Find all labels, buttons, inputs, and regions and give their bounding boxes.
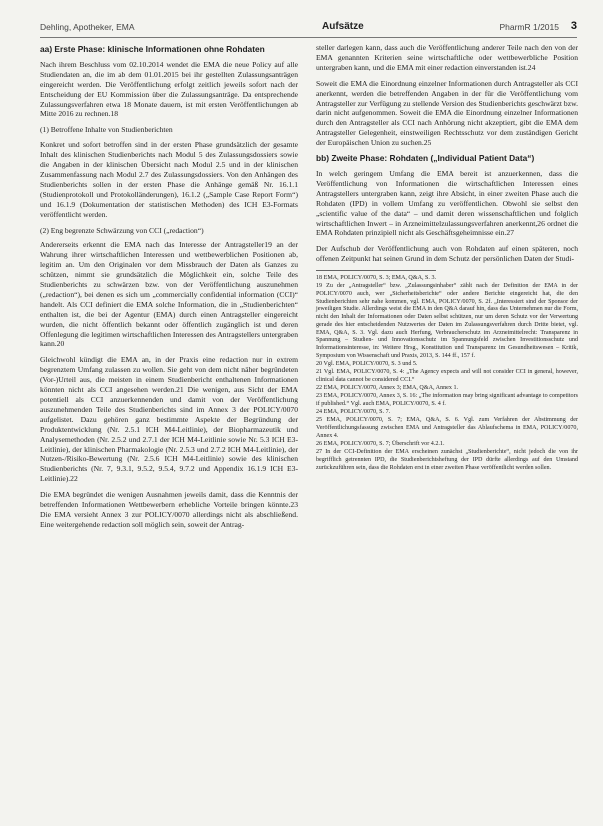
- footnote: 22 EMA, POLICY/0070, Annex 3; EMA, Q&A, Annex 1.: [316, 384, 459, 391]
- footnote: 19 Zu der „Antragsteller“ bzw. „Zulassungsinhaber“ zählt nach der Definition der EMA in der POLICY/0070 auch, wer „Sicherheitsberichte“ oder andere Berichte eingereicht hat, die den Studienberichten sehr nahe kommen, vgl. EMA, POLICY/0070, S. 2f. „Interessiert sind der Sponsor der jeweiligen Studie. Allerdings weist die EMA in den Q&A darauf hin, dass das Unternehmen nur die Form, nicht den Inhalt der Informationen oder Daten selbst schützen, nur um deren Schutz vor der Verwertung gerade des hier entscheidenden Nutzwertes der Daten im Zulassungsverfahren durch Dritte bietet, vgl. EMA, Q&A, S. 3. Vgl. dazu auch Herfung, Verbraucherschutz im Arzneimittelrecht: Transparenz in Spannung – Studien- und Innovationsschutz im Spannungsfeld zwischen Investitionsschutz und Informationsinteresse, in: Weitere Hrsg., Konstitution und Transparenz im Gesundheitswesen – Kritik, Symposium von Wissenschaft und Praxis, 2013, S. 144 ff., 157 f.: [316, 283, 578, 359]
- paragraph: Andererseits erkennt die EMA nach das Interesse der Antragsteller19 an der Wahrung ihrer wirtschaftlichen Interessen und wettbewerblichen Positionen ab, legitim an. Um den Originalen vor dem Missbrauch der Daten als Ganzes zu schützen, nimmt sie grundsätzlich die Möglichkeit ein, solche Teile des Studienberichts zu schwärzen bzw. von der Veröffentlichung auszunehmen („redaction“), bei denen es sich um „commercially confidential information (CCI)“ handelt. Als CCI definiert die EMA solche Information, die in „Studienberichten“ enthalten ist, die bei der Agentur (EMA) durch einen Antragsteller eingereicht wurden, die nicht öffentlich bekannt oder öffentlich zugänglich ist und deren Offenlegung die legitimen wirtschaftlichen Interessen des Antragstellers untergraben kann.20: [40, 240, 298, 349]
- page-number: 3: [570, 20, 577, 32]
- footnote-divider: [316, 270, 436, 271]
- footnote: 20 Vgl. EMA, POLICY/0070, S. 3 und 5.: [316, 360, 418, 367]
- subheading-affected-content: (1) Betroffene Inhalte von Studienberichten: [40, 125, 173, 135]
- footnote: 25 EMA, POLICY/0070, S. 7; EMA, Q&A, S. 6. Vgl. zum Verfahren der Abstimmung der Veröffentlichungsfassung zwischen EMA und Antragsteller das Ablaufschema in EMA, POLICY/0070, Annex 4.: [316, 417, 578, 439]
- footnote: 18 EMA, POLICY/0070, S. 3; EMA, Q&A, S. 3.: [316, 275, 437, 282]
- footnote: 26 EMA, POLICY/0070, S. 7; Überschrift vor 4.2.1.: [316, 440, 445, 447]
- subheading-redaction: (2) Eng begrenzte Schwärzung von CCI („redaction“): [40, 225, 204, 235]
- footnote: 24 EMA, POLICY/0070, S. 7.: [316, 409, 391, 416]
- paragraph: Konkret und sofort betroffen sind in der ersten Phase grundsätzlich der gesamte Inhalt des klinischen Studienberichts nach Modul 5 des Zulassungsdossiers sowie die Angaben in der klinischen Übersicht nach Modul 2.5 und in der klinischen Zusammenfassung nach Modul 2.7 des Zulassungsdossiers. Von den Anhängen des Studienberichts sollen in der ersten Phase die Anhänge gemäß Nr. 16.1.1 (Studienprotokoll und Protokolländerungen), 16.1.2 („Sample Case Report Form“) und 16.1.9 (Dokumentation der statistischen Methoden) des ICH E3-Formats veröffentlicht werden.: [40, 140, 298, 219]
- header-section: Aufsätze: [322, 21, 364, 32]
- footnote: 21 Vgl. EMA, POLICY/0070, S. 4: „The Agency expects and will not consider CCI in general, however, clinical data cannot be considered CCI.“: [316, 369, 578, 383]
- paragraph: Die EMA begründet die wenigen Ausnahmen jeweils damit, dass die Kenntnis der betreffenden Informationen Wettbewerbern erhebliche Vorteile bringen könnte.23 Die EMA versieht Annex 3 zur POLICY/0070 allerdings nicht als abschließend. Eine weitergehende redaction soll möglich sein, soweit der Antrag-: [40, 490, 298, 529]
- heading-second-phase: bb) Zweite Phase: Rohdaten („Individual Patient Data“): [316, 153, 535, 164]
- footnote: 27 In der CCI-Definition der EMA erscheinen zunächst „Studienberichte“, nicht jedoch die von ihr begrifflich getrennten IPD, die Studienberichtsheftung der IPD dürfte allerdings auf den Umstand zurückzuführen sein, dass die Rohdaten erst in einer zweiten Phase veröffentlicht werden sollen.: [316, 449, 578, 471]
- paragraph: In welch geringem Umfang die EMA bereit ist anzuerkennen, dass die Veröffentlichung von Informationen die wirtschaftlichen Interessen eines Antragstellers untergraben kann, zeigt ihre Absicht, in einer zweiten Phase auch die Rohdaten (IPD) in vollem Umfang zu veröffentlichen. Obwohl sie selbst den „scientific value of the data“ – und damit deren wissenschaftlichen und folglich wirtschaftlichen Inwert – in Arzneimittelzulassungsverfahren anerkennt,26 ordnet die EMA Rohdaten prinzipiell nicht als Geschäftsgeheimnisse ein.27: [316, 168, 578, 238]
- header-authors: Dehling, Apotheker, EMA: [40, 22, 135, 32]
- paragraph: steller darlegen kann, dass auch die Veröffentlichung anderer Teile nach den von der EMA genannten Kriterien seine wirtschaftliche oder wettbewerbliche Position untergraben kann, und die EMA mit einer redaction einverstanden ist.24: [316, 43, 578, 72]
- paragraph: Nach ihrem Beschluss vom 02.10.2014 wendet die EMA die neue Policy auf alle Studiendaten an, die im ab dem 01.01.2015 bei ihr gestellten Zulassungsanträgen eingereicht werden. Die Veröffentlichung erfolgt zeitlich jeweils sofort nach der Entscheidung der EU Kommission über die Zulassungsanträge. Da entsprechende Zulassungsverfahren etwa 18 Monate dauern, ist mit ersten Veröffentlichungen ab Mitte 2016 zu rechnen.18: [40, 59, 298, 119]
- running-header: [40, 20, 577, 36]
- paragraph: Gleichwohl kündigt die EMA an, in der Praxis eine redaction nur in extrem begrenztem Umfang zulassen zu wollen. Sie geht von dem nicht näher begründeten (Vor-)Urteil aus, die meisten in einem Studienbericht enthaltenen Informationen könnten nicht als CCI angesehen werden.21 Die wenigen, aus Sicht der EMA potentiell als CCI anzuerkennenden und damit von der Veröffentlichung auszunehmenden Teile des Studienberichts sind im Annex 3 der POLICY/0070 aufgelistet. Dazu gehören ganz bestimmte Aspekte der Begründung der Produktentwicklung (Nr. 2.5.1 ICH M4-Leitlinie), der Biopharmazeutik und Analysemethoden (Nr. 2.5.2 und 2.7.1 der ICH M4-Leitlinie sowie Nr. 5.3 ICH E3-Leitlinie), der klinischen Pharmakologie (Nr. 2.5.3 und 2.7.2 ICH M4-Leitlinie), der Nutzen-/Risiko-Bewertung (Nr. 2.5.6 ICH M4-Leitlinie) sowie des klinischen Studienberichts (Nr. 7, 9.3.1, 9.5.2, 9.5.4, 9.7.2 und Appendix 16.1.9 ICH E3-Leitlinie).22: [40, 355, 298, 484]
- paragraph: Der Aufschub der Veröffentlichung auch von Rohdaten auf einen späteren, noch offenen Zeitpunkt hat seinen Grund in dem Schutz der persönlichen Daten der Studi-: [316, 244, 578, 264]
- right-column: [316, 43, 578, 473]
- heading-first-phase: aa) Erste Phase: klinische Informationen ohne Rohdaten: [40, 44, 265, 54]
- paragraph: Soweit die EMA die Einordnung einzelner Informationen durch Antragsteller als CCI anerkennt, werden die betreffenden Angaben in der für die Veröffentlichung vom Antragsteller zur Verfügung zu stellende Version des Studienberichts geschwärzt bzw. darin nicht aufgenommen. Soweit die EMA die Einordnung einzelner Informationen durch den Antragsteller als CCI nach Anhörung nicht akzeptiert, gibt die EMA dem Antragsteller Gelegenheit, einstweiligen Rechtsschutz vor dem zuständigen Gericht der Europäischen Union zu suchen.25: [316, 78, 578, 148]
- footnotes: [316, 275, 578, 472]
- left-column: [40, 43, 298, 536]
- header-rule: [40, 37, 577, 38]
- header-issue: PharmR 1/2015: [499, 22, 559, 32]
- footnote: 23 EMA, POLICY/0070, Annex 3, S. 16: „The information may bring significant advantage to competitors if published.“ Vgl. auch EMA, POLICY/0070, S. 4 f.: [316, 393, 578, 407]
